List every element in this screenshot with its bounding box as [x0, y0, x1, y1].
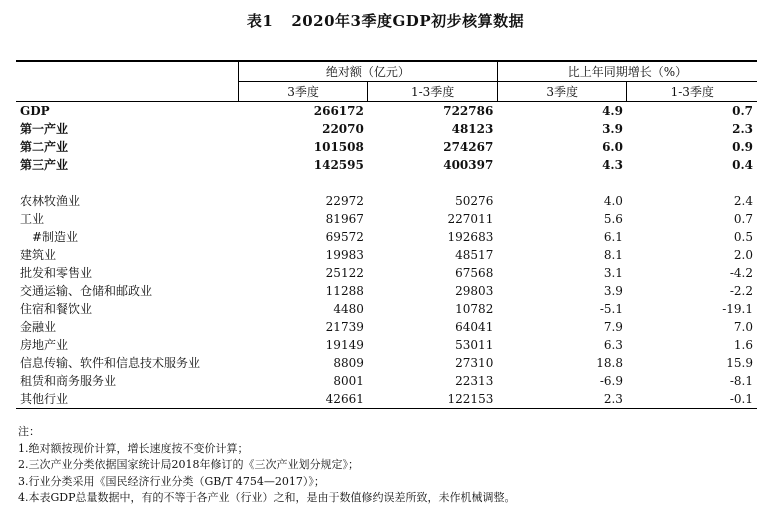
note-line: 注： [18, 425, 40, 438]
cell-growth-q3: -6.9 [599, 374, 623, 388]
notes [18, 424, 516, 507]
cell-growth-q3: 2.3 [497, 390, 627, 409]
cell-growth-q3: 4.0 [603, 194, 623, 208]
table-row [16, 318, 757, 336]
cell-abs-q1-3: 22313 [455, 374, 494, 388]
cell-abs-q1-3: 64041 [455, 320, 494, 334]
header-col-abs-q3: 3季度 [238, 82, 367, 102]
cell-abs-q1-3: 192683 [447, 230, 494, 244]
cell-growth-q3: 6.1 [603, 230, 623, 244]
cell-growth-q1-3: 0.7 [733, 212, 753, 226]
cell-abs-q3: 101508 [313, 140, 364, 154]
table-row [16, 192, 757, 210]
cell-growth-q1-3: 0.7 [732, 104, 753, 118]
cell-growth-q1-3: -2.2 [729, 284, 753, 298]
note-line: 4.本表GDP总量数据中，有的不等于各产业（行业）之和，是由于数值修约误差所致，未作机械调整。 [18, 491, 516, 504]
table-row [16, 120, 757, 138]
header-growth-group: 比上年同期增长（%） [497, 61, 757, 82]
cell-abs-q3: 25122 [325, 266, 364, 280]
spacer-rows [16, 174, 757, 192]
summary-rows [16, 102, 757, 175]
cell-abs-q3: 8809 [333, 356, 364, 370]
cell-growth-q3: 3.9 [602, 122, 623, 136]
cell-growth-q3: 5.6 [603, 212, 623, 226]
cell-abs-q1-3: 274267 [443, 140, 494, 154]
cell-abs-q1-3: 67568 [455, 266, 494, 280]
row-label: 住宿和餐饮业 [20, 302, 93, 316]
cell-abs-q3: 81967 [325, 212, 364, 226]
cell-growth-q1-3: 7.0 [733, 320, 753, 334]
table-row [16, 282, 757, 300]
cell-abs-q3: 8001 [333, 374, 364, 388]
cell-growth-q3: 4.9 [602, 104, 623, 118]
cell-growth-q3: 7.9 [603, 320, 623, 334]
cell-growth-q1-3: 2.3 [732, 122, 753, 136]
cell-growth-q1-3: 2.0 [733, 248, 753, 262]
cell-growth-q1-3: -8.1 [729, 374, 753, 388]
cell-abs-q3: 266172 [313, 104, 364, 118]
cell-abs-q1-3: 722786 [443, 104, 494, 118]
cell-growth-q3: -5.1 [599, 302, 623, 316]
table-row [16, 336, 757, 354]
header-col-growth-q3: 3季度 [497, 82, 627, 102]
table-row [16, 156, 757, 174]
row-label: 其他行业 [16, 390, 238, 409]
cell-growth-q3: 4.3 [602, 158, 623, 172]
table-row [16, 102, 757, 121]
cell-growth-q1-3: 15.9 [726, 356, 753, 370]
row-label: 第二产业 [20, 140, 69, 154]
cell-abs-q1-3: 50276 [455, 194, 494, 208]
gdp-table [16, 60, 757, 409]
row-label: 第三产业 [20, 158, 69, 172]
cell-growth-q1-3: 0.9 [732, 140, 753, 154]
cell-abs-q1-3: 400397 [443, 158, 494, 172]
cell-growth-q1-3: -0.1 [627, 390, 757, 409]
row-label: 信息传输、软件和信息技术服务业 [20, 356, 201, 370]
cell-abs-q3: 19983 [325, 248, 364, 262]
spacer-row [16, 174, 757, 192]
cell-growth-q1-3: -19.1 [722, 302, 753, 316]
table-title-text: 2020年3季度GDP初步核算数据 [291, 12, 525, 30]
cell-growth-q3: 6.0 [602, 140, 623, 154]
row-label: 工业 [20, 212, 45, 226]
cell-abs-q3: 22070 [322, 122, 364, 136]
table-number: 表1 [246, 12, 274, 30]
table-row [16, 264, 757, 282]
row-label: 交通运输、仓储和邮政业 [20, 284, 153, 298]
cell-growth-q3: 6.3 [603, 338, 623, 352]
cell-abs-q3: 4480 [333, 302, 364, 316]
header-row-1 [16, 61, 757, 82]
cell-abs-q1-3: 227011 [447, 212, 494, 226]
cell-abs-q3: 42661 [238, 390, 367, 409]
table-row [16, 228, 757, 246]
cell-abs-q1-3: 53011 [455, 338, 494, 352]
cell-abs-q1-3: 10782 [455, 302, 494, 316]
cell-abs-q1-3: 48123 [451, 122, 494, 136]
row-label: 农林牧渔业 [20, 194, 81, 208]
cell-growth-q1-3: -4.2 [729, 266, 753, 280]
cell-growth-q3: 3.1 [603, 266, 623, 280]
cell-growth-q1-3: 0.4 [732, 158, 753, 172]
table-row [16, 390, 757, 409]
table-row [16, 210, 757, 228]
cell-abs-q3: 142595 [313, 158, 364, 172]
row-label: 金融业 [20, 320, 57, 334]
header-abs-group: 绝对额（亿元） [238, 61, 497, 82]
note-line: 1.绝对额按现价计算，增长速度按不变价计算； [18, 441, 249, 455]
industry-rows [16, 192, 757, 409]
table-row [16, 300, 757, 318]
cell-growth-q1-3: 2.4 [733, 194, 753, 208]
row-label: 批发和零售业 [20, 266, 93, 280]
cell-abs-q3: 19149 [325, 338, 364, 352]
table-row [16, 354, 757, 372]
cell-abs-q3: 69572 [325, 230, 364, 244]
cell-growth-q1-3: 1.6 [733, 338, 753, 352]
table-title [0, 10, 771, 31]
row-label: 第一产业 [20, 122, 69, 136]
row-label: GDP [20, 104, 50, 118]
cell-abs-q1-3: 48517 [455, 248, 494, 262]
cell-abs-q3: 11288 [325, 284, 364, 298]
header-row-2 [16, 82, 757, 102]
cell-growth-q1-3: 0.5 [733, 230, 753, 244]
cell-growth-q3: 18.8 [596, 356, 623, 370]
table-row [16, 246, 757, 264]
row-label: 建筑业 [20, 248, 57, 262]
cell-growth-q3: 8.1 [603, 248, 623, 262]
table-row [16, 138, 757, 156]
note-line: 3.行业分类采用《国民经济行业分类（GB/T 4754—2017）》； [18, 474, 325, 488]
cell-abs-q3: 22972 [325, 194, 364, 208]
cell-abs-q3: 21739 [325, 320, 364, 334]
table-row [16, 372, 757, 390]
header-corner-2 [16, 82, 238, 102]
row-label: 租赁和商务服务业 [20, 374, 117, 388]
header-corner [16, 61, 238, 82]
row-label: #制造业 [32, 230, 79, 244]
cell-growth-q3: 3.9 [603, 284, 623, 298]
header-col-abs-q1-3: 1-3季度 [368, 82, 497, 102]
row-label: 房地产业 [20, 338, 69, 352]
cell-abs-q1-3: 122153 [368, 390, 497, 409]
cell-abs-q1-3: 27310 [455, 356, 494, 370]
header-col-growth-q1-3: 1-3季度 [627, 82, 757, 102]
note-line: 2.三次产业分类依据国家统计局2018年修订的《三次产业划分规定》； [18, 458, 359, 471]
cell-abs-q1-3: 29803 [455, 284, 494, 298]
